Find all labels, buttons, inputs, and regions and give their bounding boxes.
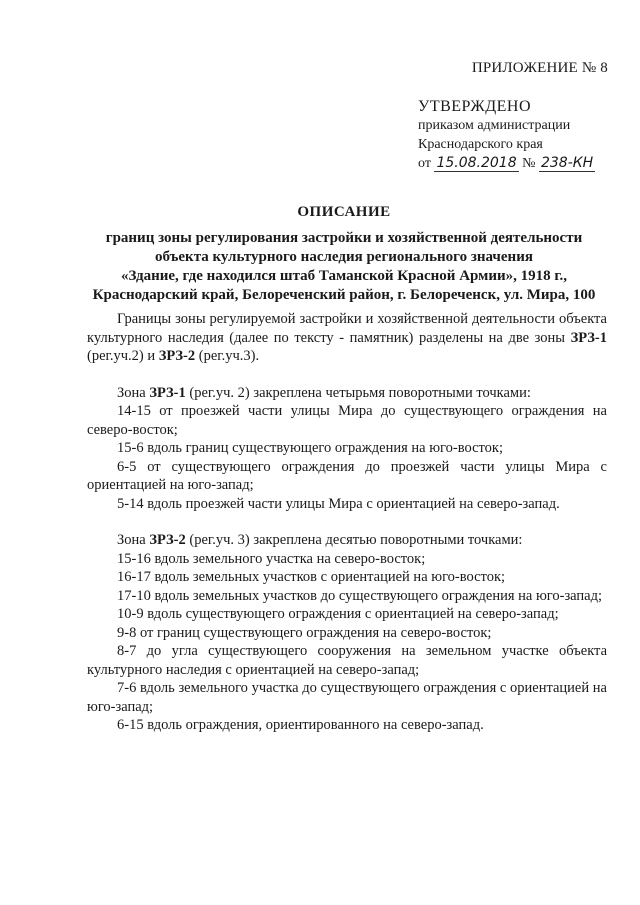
- zone2-heading: Зона ЗРЗ-2 (рег.уч. 3) закреплена десятью поворотными точками:: [117, 532, 523, 548]
- order-date: 15.08.2018: [436, 155, 517, 171]
- zone2-point: 15-16 вдоль земельного участка на северо-восток;: [117, 550, 426, 567]
- document-title: [60, 203, 628, 305]
- title-line-2: объекта культурного наследия регионального значения: [155, 249, 533, 265]
- zone1-point: 5-14 вдоль проезжей части улицы Мира с ориентацией на северо-запад.: [117, 495, 560, 512]
- zone2-point: 10-9 вдоль существующего ограждения с ориентацией на северо-запад;: [117, 606, 559, 622]
- zone2-point: 17-10 вдоль земельных участков до существующего ограждения на юго-запад;: [117, 587, 603, 604]
- document-body: [87, 310, 607, 735]
- title-line-3: «Здание, где находился штаб Таманской Красной Армии», 1918 г.,: [120, 268, 568, 284]
- zone2-point: 6-15 вдоль ограждения, ориентированного на северо-запад.: [117, 717, 484, 733]
- zone1-point: 15-6 вдоль границ существующего ограждения на юго-восток;: [117, 440, 503, 456]
- from-prefix: от: [418, 156, 431, 171]
- order-line-1: приказом администрации: [418, 118, 571, 133]
- zone2-point: 9-8 от границ существующего ограждения на северо-восток;: [117, 624, 492, 641]
- zone2-point: 16-17 вдоль земельных участков с ориентацией на юго-восток;: [117, 569, 506, 585]
- title-heading: ОПИСАНИЕ: [297, 204, 391, 220]
- title-line-4: Краснодарский край, Белореченский район, г. Белореченск, ул. Мира, 100: [92, 287, 596, 303]
- number-prefix: №: [522, 156, 536, 171]
- order-date-line: [418, 154, 595, 173]
- approved-label: УТВЕРЖДЕНО: [418, 98, 532, 115]
- zone1-point: 6-5 от существующего ограждения до проезжей части улицы Мира с ориентацией на юго-запад;: [87, 458, 607, 493]
- appendix-label: ПРИЛОЖЕНИЕ № 8: [471, 60, 608, 76]
- order-line-2: Краснодарского края: [418, 137, 543, 152]
- approval-block: [418, 97, 595, 173]
- title-line-1: границ зоны регулирования застройки и хозяйственной деятельности: [105, 230, 583, 246]
- order-number: 238-КН: [540, 155, 594, 171]
- zone1-heading: Зона ЗРЗ-1 (рег.уч. 2) закреплена четырьмя поворотными точками:: [117, 384, 531, 401]
- zone2-point: 8-7 до угла существующего сооружения на земельном участке объекта культурного наследия с ориентацией на северо-запад;: [87, 643, 607, 678]
- intro-paragraph: Границы зоны регулируемой застройки и хозяйственной деятельности объекта культурного наследия (далее по тексту - памятник) разделены на две зоны ЗРЗ-1 (рег.уч.2) и ЗРЗ-2 (рег.уч.3).: [87, 311, 607, 364]
- zone1-point: 14-15 от проезжей части улицы Мира до существующего ограждения на северо-восток;: [87, 403, 607, 438]
- zone2-point: 7-6 вдоль земельного участка до существующего ограждения с ориентацией на юго-запад;: [87, 680, 607, 715]
